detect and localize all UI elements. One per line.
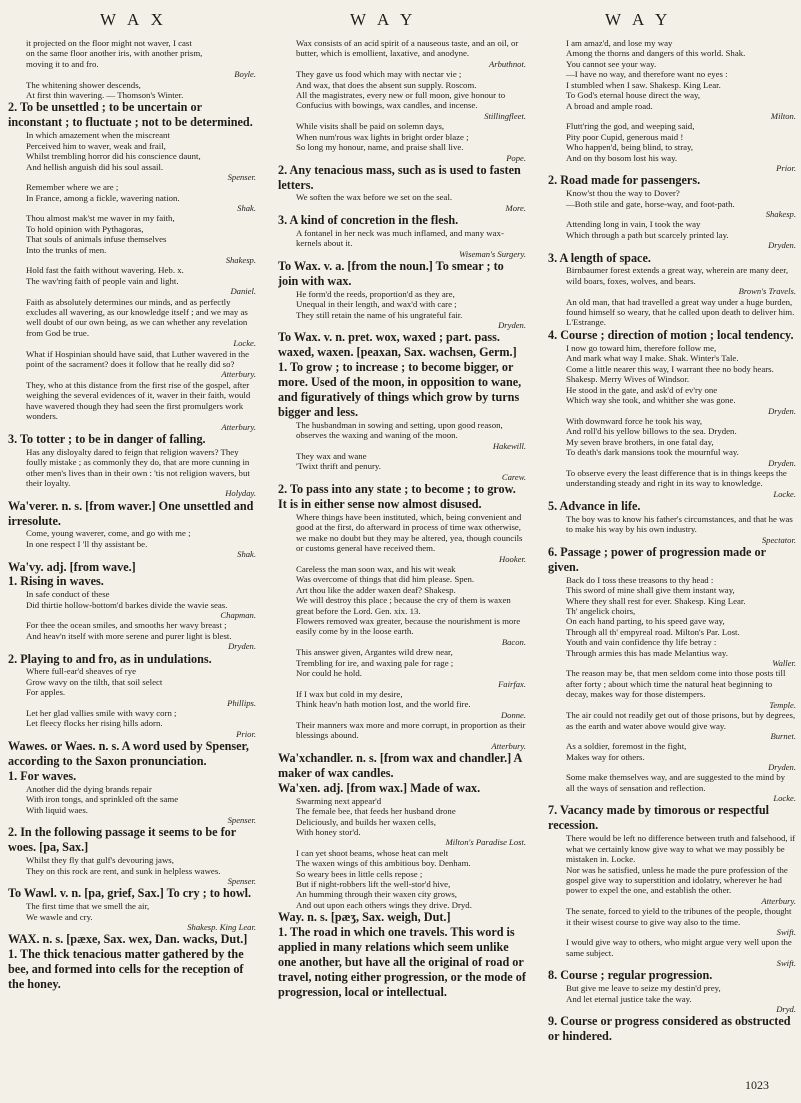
quotation: it projected on the floor might not waver, I cast [26,38,192,48]
citation-author: Atterbury. [221,369,256,380]
entry-heading: 8. Course ; regular progression. [548,968,713,983]
quotation: Know'st thou the way to Dover? [566,188,680,199]
entry-heading: 1. For waves. [8,768,77,783]
quotation: They wax and wane [296,450,367,461]
citation-author: Swift. [776,927,796,938]
citation-author: Fairfax. [498,678,526,689]
quotation: Some make themselves way, and are suggested to the mind by all the ways of sensation and reflection. [566,772,786,793]
quotation: For thee the ocean smiles, and smooths her wavy breast ; [26,620,227,631]
entry-heading: 1. To grow ; to increase ; to become bigger, or more. Used of the moon, in opposition to wane, and figuratively of things which grow by turns bigger and less. [278,360,522,419]
quotation: In one respect I 'll thy assistant be. [26,538,148,549]
quotation: He form'd the reeds, proportion'd as they are, [296,288,455,299]
quotation: Come, young waverer, come, and go with me ; [26,528,191,539]
citation-author: Spectator. [761,534,796,545]
quotation: 'Twixt thrift and penury. [296,461,381,472]
quotation: Did thirtie hollow-bottom'd barkes divide the wavie seas. [26,599,228,610]
citation-author: Holyday. [225,488,256,499]
quotation: Where full-ear'd sheaves of rye [26,666,137,677]
quotation: Art thou like the adder waxen deaf? Shakesp. [296,584,456,595]
quotation: Where things have been instituted, which, being convenient and good at the first, do afterward in process of time wax otherwise, we make no doubt but they may be altered, yea, though councils or customs general have received them. [296,511,523,554]
citation-author: Locke. [773,793,796,804]
quotation: For apples. [26,687,66,698]
citation-author: Brown's Travels. [738,286,796,297]
citation-author: Dryd. [776,1004,796,1015]
quotation: They gave us food which may with nectar vie ; [296,69,462,80]
quotation: And out upon each others wings they drive. Dryd. [296,899,472,910]
citation-author: Stillingfleet. [484,110,526,121]
quotation: The wav'ring faith of people vain and light. [26,275,179,286]
quotation: In France, among a fickle, wavering nation. [26,192,180,203]
quotation: There would be left no difference between truth and falsehood, if what we certainly know give way to what we may possibly be mistaken in. Locke. [566,833,796,865]
quotation: —Both stile and gate, horse-way, and foot-path. [566,198,735,209]
citation-author: Temple. [769,699,796,710]
quotation: Attending long in vain, I took the way [566,219,701,230]
quotation: —I have no way, and therefore want no eyes : [566,69,728,80]
quotation: And on thy bosom lost his way. [566,152,678,163]
quotation: Nor could he hold. [296,668,362,679]
quotation: And let eternal justice take the way. [566,993,692,1004]
quotation: Their manners wax more and more corrupt, in proportion as their blessings abound. [296,719,526,741]
quotation: I would give way to others, who might argue very well upon the same subject. [566,937,792,958]
quotation: Come a little nearer this way, I warrant thee no body hears. Shakesp. Merry Wives of Windsor. [566,363,774,385]
entry-heading: 4. Course ; direction of motion ; local tendency. [548,327,794,342]
citation-author: Milton. [770,111,796,122]
quotation: He stood in the gate, and ask'd of ev'ry one [566,384,718,395]
quotation: Trembling for ire, and waxing pale for rage ; [296,657,454,668]
quotation: Flowers removed wax greater, because the nourishment is more easily come by in the loose earth. [296,616,521,637]
citation-author: Hakewill. [492,440,526,451]
citation-author: Hooker. [499,553,526,564]
citation-author: Swift. [776,958,796,969]
quotation: On each hand parting, to his speed gave way, [566,616,725,627]
quotation: Nor was he satisfied, unless he made the pure profession of the gospel give way to superstition and idolatry, wherever he had power to expel the one, and establish the other. [566,864,788,896]
citation-author: Bacon. [501,636,526,647]
quotation: Perceived him to waver, weak and frail, [26,140,166,151]
quotation: At first thin wavering. — Thomson's Winter. [26,90,184,101]
column-right [548,38,796,1088]
quotation: The husbandman in sowing and setting, upon good reason, observes the waxing and waning of the moon. [296,419,503,441]
page-number: 1023 [745,1078,769,1092]
entry-heading: Way. n. s. [pæʒ, Sax. weigh, Dut.] [278,910,451,925]
citation-author: Spenser. [227,815,256,826]
quotation: Makes way for others. [566,751,645,762]
quotation: I am amaz'd, and lose my way [566,38,673,48]
quotation: Swarming next appear'd [296,795,382,806]
entry-heading: 7. Vacancy made by timorous or respectful recession. [548,803,770,833]
quotation: And roll'd his yellow billows to the sea. Dryden. [566,426,737,437]
quotation: moving it to and fro. [26,58,99,69]
citation-author: Dryden. [768,405,796,416]
entry-heading: 1. Rising in waves. [8,574,104,589]
citation-author: Atterbury. [491,740,526,751]
quotation: Wax consists of an acid spirit of a nauseous taste, and an oil, or butter, which is emollient, laxative, and anodyne. [296,38,519,59]
entry-heading: 3. A kind of concretion in the flesh. [278,213,459,228]
citation-author: Atterbury. [221,421,256,432]
citation-author: Dryden. [768,762,796,773]
quotation: Which through a path but scarcely printed lay. [566,229,729,240]
entry-heading: 2. To be unsettled ; to be uncertain or inconstant ; to fluctuate ; not to be determined. [8,100,253,130]
citation-author: Dryden. [498,320,526,331]
citation-author: Boyle. [234,69,256,80]
entry-heading: Wa'xen. adj. [from wax.] Made of wax. [278,780,481,795]
quotation: The first time that we smell the air, [26,901,150,912]
quotation: Thou almost mak'st me waver in my faith, [26,213,175,224]
citation-author: Locke. [233,338,256,349]
quotation: The whitening shower descends, [26,79,141,90]
entry-heading: To Wawl. v. n. [pa, grief, Sax.] To cry ; to howl. [8,886,252,901]
running-head-right: W A Y [605,10,672,29]
running-head-left: W A X [100,10,167,29]
quotation: The boy was to know his father's circumstances, and that he was to make his way by his own industry. [566,513,793,535]
quotation: With iron tongs, and sprinkled oft the same [26,794,179,805]
quotation: When num'rous wax lights in bright order blaze ; [296,131,469,142]
entry-heading: 2. Playing to and fro, as in undulations. [8,651,212,666]
quotation: They still retain the name of his ungrateful fair. [296,309,463,320]
entry-heading: 9. Course or progress considered as obstructed or hindered. [548,1014,791,1044]
quotation: Remember where we are ; [26,182,119,193]
quotation: Flutt'ring the god, and weeping said, [566,121,695,132]
quotation: In which amazement when the miscreant [26,130,170,141]
quotation: An old man, that had travelled a great way under a huge burden, found himself so weary, that he called upon death to deliver him. L'Estrange. [566,296,795,328]
entry-heading: WAX. n. s. [pæxe, Sax. wex, Dan. wacks, Dut.] [8,932,248,947]
column-middle [278,38,526,1088]
quotation: While visits shall be paid on solemn days, [296,121,445,132]
quotation: And mark what way I make. Shak. Winter's Tale. [566,353,739,364]
quotation: But if night-robbers lift the well-stor'd hive, [296,879,451,889]
quotation: Has any disloyalty dared to feign that religion wavers? They foully mistake ; as commonly they do, that are more cunning in other men's lives than in their own : 'tis not religion wavers, but their loyalty. [26,446,250,488]
quotation: My seven brave brothers, in one fatal day, [566,436,714,447]
quotation: Think heav'n hath motion lost, and the world fire. [296,699,471,710]
entry-heading: 2. Any tenacious mass, such as is used to fasten letters. [278,162,521,192]
citation-author: Shakesp. [765,209,796,220]
entry-heading: Wawes. or Waes. n. s. A word used by Spenser, according to the Saxon pronunciation. [8,739,249,768]
citation-author: Daniel. [230,286,256,297]
entry-heading: 6. Passage ; power of progression made or given. [548,544,766,574]
citation-author: Waller. [772,658,796,669]
citation-author: Wiseman's Surgery. [459,248,526,259]
quotation: Let fleecy flocks her rising hills adorn. [26,718,163,729]
quotation: And wax, that does the absent sun supply. Roscom. [296,79,477,90]
quotation: Faith as absolutely determines our minds, and as perfectly excludes all wavering, as our knowledge itself ; and we may as well doubt of our own being, as we can whether any revelation from God be true. [26,296,248,338]
quotation: The waxen wings of this ambitious boy. Denham. [296,858,471,869]
citation-author: Spenser. [227,875,256,886]
quotation: You cannot see your way. [566,58,657,69]
quotation: They on this rock are rent, and sunk in helpless wawes. [26,865,221,876]
quotation: Let her glad vallies smile with wavy corn ; [26,707,177,718]
entry-heading: 5. Advance in life. [548,498,641,513]
quotation: Unequal in their length, and wax'd with care ; [296,299,457,310]
quotation: Whilst trembling horror did his conscience daunt, [26,151,201,162]
quotation: I now go toward him, therefore follow me, [566,342,717,353]
quotation: Through all th' empyreal road. Milton's Par. Lost. [566,626,740,637]
quotation: Careless the man soon wax, and his wit weak [296,563,456,574]
quotation: Which way she took, and whither she was gone. [566,395,736,406]
quotation: I stumbled when I saw. Shakesp. King Lear. [566,79,721,90]
quotation: Hold fast the faith without wavering. Heb. x. [26,265,184,276]
citation-author: Pope. [506,152,526,163]
citation-author: More. [505,202,526,213]
quotation: So weary bees in little cells repose ; [296,868,423,879]
entry-heading: 1. The road in which one travels. This word is applied in many relations which seem unlike one another, but have all the original of road or travel, noting either progression, or the mode of progression, local or intellectual. [278,925,526,999]
quotation: Who happen'd, being blind, to stray, [566,142,694,153]
entry-heading: 3. A length of space. [548,250,651,265]
quotation: An humming through their waxen city grows, [296,889,458,900]
quotation: Pity poor Cupid, generous maid ! [566,131,684,142]
quotation: With liquid waes. [26,804,88,815]
entry-heading: Wa'verer. n. s. [from waver.] One unsettled and irresolute. [8,498,254,528]
quotation: And heav'n itself with more serene and purer light is blest. [26,630,232,641]
citation-author: Milton's Paradise Lost. [445,837,526,848]
citation-author: Prior. [236,728,256,739]
citation-author: Shakesp. [225,255,256,266]
quotation: To hold opinion with Pythagoras, [26,223,144,234]
quotation: To God's eternal house direct the way, [566,90,701,101]
quotation: They, who at this distance from the first rise of the gospel, after weighing the several evidences of it, waver in their faith, would have wavered though they had seen the first promulgers work wonders. [26,379,251,422]
quotation: This answer given, Argantes wild drew near, [296,647,453,658]
citation-author: Burnet. [770,730,796,741]
citation-author: Donne. [500,709,526,720]
column-left [8,38,256,1088]
citation-author: Prior. [776,163,796,174]
citation-author: Spenser. [227,172,256,183]
quotation: With honey stor'd. [296,826,361,837]
quotation: Deliciously, and builds her waxen cells, [296,816,436,827]
quotation: What if Hospinian should have said, that Luther wavered in the point of the sacrament? does it follow that he really did so? [26,348,250,370]
quotation: We soften the wax before we set on the seal. [296,192,453,203]
citation-author: Phillips. [227,697,256,708]
citation-author: Arbuthnot. [488,58,526,69]
entry-heading: To Wax. v. a. [from the noun.] To smear ; to join with wax. [278,259,504,289]
quotation: The reason may be, that men seldom come into those posts till after forty ; about which time the natural heat beginning to decay, makes way for those distempers. [566,668,786,700]
citation-author: Shak. [237,203,256,214]
quotation: Where they shall rest for ever. Shakesp. King Lear. [566,595,746,606]
quotation: If I wax but cold in my desire, [296,688,403,699]
quotation: This sword of mine shall give them instant way, [566,585,735,596]
quotation: on the same floor another iris, with another prism, [26,48,203,59]
quotation: As a soldier, foremost in the fight, [566,741,687,752]
quotation: Birnbaumer forest extends a great way, wherein are many deer, wild boars, foxes, wolves, and bears. [566,265,789,286]
quotation: I can yet shoot beams, whose heat can melt [296,847,449,858]
citation-author: Locke. [773,488,796,499]
entry-heading: 2. In the following passage it seems to be for woes. [pa, Sax.] [8,825,236,855]
quotation: The female bee, that feeds her husband drone [296,806,456,817]
quotation: With downward force he took his way, [566,415,703,426]
entry-heading: To Wax. v. n. pret. wox, waxed ; part. pass. waxed, waxen. [peaxan, Sax. wachsen, Germ.] [278,330,517,360]
citation-author: Dryden. [768,240,796,251]
quotation: The senate, forced to yield to the tribunes of the people, thought it their wisest course to give way also to the time. [566,906,792,927]
quotation: In safe conduct of these [26,589,110,600]
entry-heading: 2. To pass into any state ; to become ; to grow. It is in either sense now almost disused. [278,481,516,511]
entry-heading: 1. The thick tenacious matter gathered by the bee, and formed into cells for the reception of the honey. [8,947,244,991]
quotation: We wawle and cry. [26,911,93,922]
quotation: Back do I toss these treasons to thy head : [566,574,714,585]
running-head-center: W A Y [350,10,417,29]
entry-heading: 2. Road made for passengers. [548,173,701,188]
entry-heading: 3. To totter ; to be in danger of falling. [8,431,206,446]
quotation: And hellish anguish did his soul assail. [26,161,164,172]
citation-author: Atterbury. [761,895,796,906]
quotation: A broad and ample road. [566,100,653,111]
entry-heading: Wa'vy. adj. [from wave.] [8,559,136,574]
quotation: Into the trunks of men. [26,244,107,255]
quotation: Grow wavy on the tilth, that soil select [26,676,163,687]
quotation: Among the thorns and dangers of this world. Shak. [566,48,746,59]
quotation: Through armies this has made Melantius way. [566,647,728,658]
quotation: The air could not readily get out of those prisons, but by degrees, as the earth and water above would give way. [566,710,796,731]
quotation: All the magistrates, every new or full moon, give honour to Confucius with bowings, wax candles, and incense. [296,90,506,111]
citation-author: Dryden. [768,457,796,468]
citation-author: Chapman. [220,610,256,621]
quotation: Was overcome of things that did him please. Spen. [296,574,475,585]
quotation: Youth and vain confidence thy life betray : [566,637,717,648]
citation-author: Carew. [501,471,526,482]
quotation: That souls of animals infuse themselves [26,234,167,245]
quotation: A fontanel in her neck was much inflamed, and many wax-kernels about it. [296,228,504,249]
quotation: So long my honour, name, and praise shall live. [296,142,464,153]
citation-author: Dryden. [228,641,256,652]
quotation: But give me leave to seize my destin'd prey, [566,983,721,994]
quotation: Another did the dying brands repair [26,783,152,794]
citation-author: Shakesp. King Lear. [187,921,256,932]
quotation: To death's dark mansions took the mournful way. [566,447,739,458]
citation-author: Shak. [237,549,256,560]
quotation: To observe every the least difference that is in things keeps the understanding steady and right in its way to knowledge. [566,467,787,489]
quotation: Whilst they fly that gulf's devouring jaws, [26,855,174,866]
quotation: We will destroy this place ; because the cry of them is waxen great before the Lord. Gen. xix. 13. [296,595,511,616]
entry-heading: Wa'xchandler. n. s. [from wax and chandler.] A maker of wax candles. [278,750,522,780]
quotation: Th' angelick choirs, [566,605,636,616]
